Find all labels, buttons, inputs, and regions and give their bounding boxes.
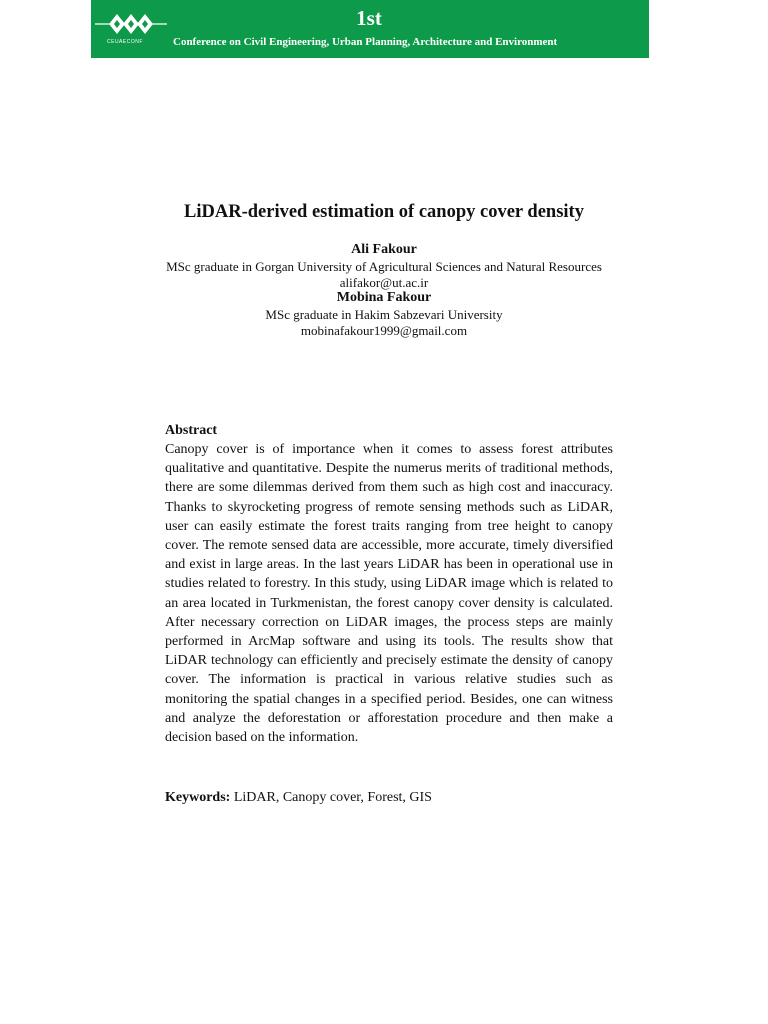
keywords-list: LiDAR, Canopy cover, Forest, GIS xyxy=(233,790,432,805)
author-name: Mobina Fakour xyxy=(336,290,432,305)
keywords-line xyxy=(165,790,432,806)
author-email: alifakor@ut.ac.ir xyxy=(339,274,429,290)
abstract-heading: Abstract xyxy=(165,423,218,438)
abstract-body: Canopy cover is of importance when it comes to assess forest attributes qualitative and quantitative. Despite the numerus merits of traditional methods, there are some dilemmas derived from them such as high cost and inaccuracy. Thanks to skyrocketing progress of remote sensing methods such as LiDAR, user can easily estimate the forest traits ranging from tree height to canopy cover. The remote sensed data are accessible, more accurate, timely diversified and exist in large areas. In the last years LiDAR has been in operational use in studies related to forestry. In this study, using LiDAR image which is related to an area located in Turkmenistan, the forest canopy cover density is calculated. After necessary correction on LiDAR images, the process steps are mainly performed in ArcMap software and using its tools. The results show that LiDAR technology can efficiently and precisely estimate the density of canopy cover. The information is practical in various relative studies such as monitoring the spatial changes in a specified period. Besides, one can witness and analyze the deforestation or afforestation procedure and then make a decision based on the information. xyxy=(165,442,613,746)
paper-title: LiDAR-derived estimation of canopy cover density xyxy=(184,202,584,222)
author-block-1 xyxy=(0,241,768,290)
author-block-2 xyxy=(0,289,768,338)
conference-logo-icon xyxy=(95,8,167,52)
conference-name: Conference on Civil Engineering, Urban Planning, Architecture and Environment xyxy=(173,36,558,48)
author-name: Ali Fakour xyxy=(351,242,417,257)
conference-edition: 1st xyxy=(356,6,382,30)
conference-banner xyxy=(91,0,649,58)
author-affiliation: MSc graduate in Gorgan University of Agricultural Sciences and Natural Resources xyxy=(166,259,602,274)
logo-caption: CEUAECONF xyxy=(107,39,143,45)
keywords-label: Keywords: xyxy=(165,790,231,805)
author-email: mobinafakour1999@gmail.com xyxy=(300,322,468,338)
author-affiliation: MSc graduate in Hakim Sabzevari University xyxy=(265,307,503,322)
